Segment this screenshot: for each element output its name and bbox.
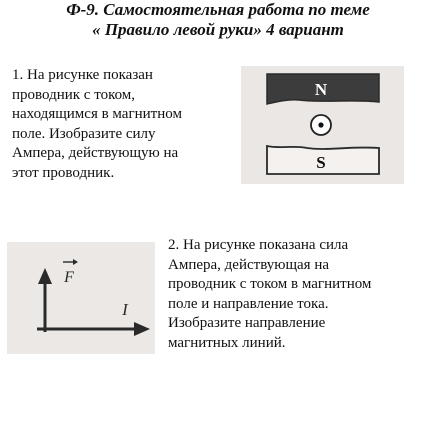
force-figure bbox=[7, 242, 155, 354]
magnet-figure bbox=[241, 66, 404, 184]
force-label: F bbox=[64, 269, 74, 286]
task-1-line: поле. Изобразите силу bbox=[12, 125, 156, 142]
force-vector-bar-head bbox=[73, 259, 78, 265]
force-diagram bbox=[7, 242, 155, 354]
magnet-diagram bbox=[241, 66, 404, 184]
task-1-line: Ампера, действующую на bbox=[12, 145, 179, 161]
task-1-line: находящимся в магнитном bbox=[12, 106, 182, 122]
force-arrow-head bbox=[38, 268, 52, 284]
current-label: I bbox=[122, 300, 128, 319]
worksheet-title: Ф-9. Самостоятельная работа по теме bbox=[66, 0, 370, 19]
task-2-text bbox=[168, 236, 433, 353]
current-out-of-page-icon bbox=[318, 122, 323, 127]
task-1-line: 1. На рисунке показан bbox=[12, 67, 153, 83]
task-1-text bbox=[12, 66, 237, 183]
task-1-line: проводник с током, bbox=[12, 86, 136, 103]
north-pole-label: N bbox=[314, 80, 328, 99]
south-pole-label: S bbox=[316, 153, 326, 172]
current-arrow-head bbox=[134, 322, 150, 336]
task-2-line: поле и направление тока. bbox=[168, 295, 329, 312]
worksheet-subtitle: « Правило левой руки» 4 вариант bbox=[92, 20, 344, 39]
task-2-line: Ампера, действующая на bbox=[168, 256, 330, 273]
task-2-line: 2. На рисунке показана сила bbox=[168, 237, 349, 253]
task-2-line: Изобразите направление bbox=[168, 315, 326, 331]
task-1-line: этот проводник. bbox=[12, 164, 115, 181]
task-2-line: магнитных линий. bbox=[168, 334, 286, 351]
task-2-line: проводник с током в магнитном bbox=[168, 276, 372, 292]
